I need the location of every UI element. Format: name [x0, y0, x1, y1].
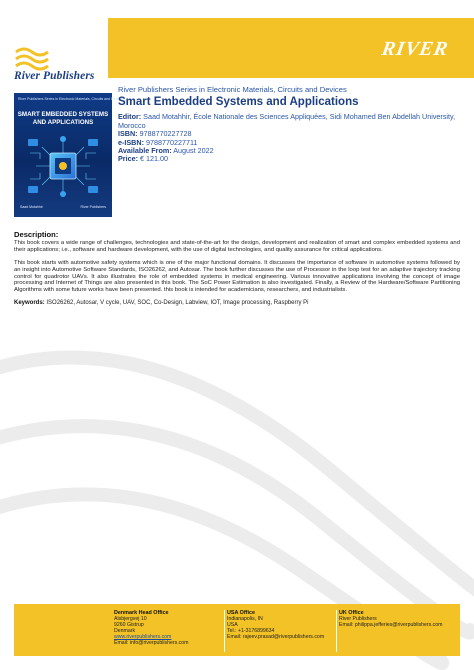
isbn-label: ISBN: — [118, 129, 138, 139]
denmark-email[interactable]: Email: info@riverpublishers.com — [114, 640, 189, 646]
available-label: Available From: — [118, 146, 172, 156]
available-value: August 2022 — [173, 146, 214, 156]
header-band — [108, 18, 474, 78]
eisbn-value: 9788770227711 — [145, 137, 198, 147]
decorative-swooshes — [0, 330, 474, 610]
editor-line — [118, 113, 460, 130]
denmark-line1: Alsbjergvej 10 — [114, 616, 147, 622]
series-name: River Publishers Series in Electronic Materials, Circuits and Devices — [118, 85, 347, 94]
uk-line1: River Publishers — [339, 616, 377, 622]
denmark-line2: 9260 Gistrup — [114, 622, 144, 628]
cover-title-line2: AND APPLICATIONS — [32, 119, 94, 126]
description-paragraph-1: This book covers a wide range of challenges, technologies and state-of-the-art for the design, development and realization of smart and complex embedded systems and their applications; i.e., software and hardware development, with the use of digital technologies, and quality assurance for critical applications. — [14, 239, 460, 253]
cover-chip-illustration — [22, 133, 104, 199]
usa-heading: USA Office — [227, 610, 255, 616]
footer-usa — [227, 610, 324, 640]
book-title: Smart Embedded Systems and Applications — [118, 96, 359, 109]
keywords-label: Keywords: — [14, 300, 45, 307]
wave-lines-icon — [14, 44, 54, 70]
cover-title — [14, 111, 112, 127]
cover-title-line1: SMART EMBEDDED SYSTEMS — [17, 111, 109, 118]
footer-uk — [339, 610, 443, 628]
publisher-logo-text: River Publishers — [14, 70, 95, 82]
footer-divider — [336, 610, 337, 652]
cover-publisher: River Publishers — [80, 205, 106, 209]
cover-editor: Saad Motahhir — [20, 205, 43, 209]
description-heading: Description: — [14, 230, 59, 239]
uk-email[interactable]: Email: philippa.jefferies@riverpublishers.com — [339, 622, 443, 628]
isbn-value: 9788770227728 — [139, 129, 192, 139]
editor-value: Saad Motahhir, École Nationale des Sciences Appliquées, Sidi Mohamed Ben Abdellah University, Morocco — [118, 112, 456, 130]
usa-line2: USA — [227, 622, 238, 628]
denmark-website-link[interactable]: www.riverpublishers.com — [114, 634, 172, 640]
denmark-heading: Denmark Head Office — [114, 610, 169, 616]
available-line — [118, 147, 460, 155]
uk-heading: UK Office — [339, 610, 364, 616]
footer-band — [14, 604, 460, 656]
usa-email[interactable]: Email: rajeev.prasad@riverpublishers.com — [227, 634, 325, 640]
description-paragraph-2: This book starts with automotive safety systems which is one of the major functional domains. It discusses the importance of software in automotive systems followed by an insight into Automotive Software Standards, ISO26262, and Autosar. The book further discusses the use of Processor in the loop test for an adaptive trajectory tracking control for quadrotor UAVs. It also illustrates the role of embedded systems in medical engineering. Various innovative applications involving the concept of image processing and Internet of Things are also presented in this book. The SoC Power Estimation is also investigated. Finally, a Review of the Hardware/Software Partitioning Algorithms with some future works have been presented. this book is intended for academicians, researchers, and industrialists. — [14, 259, 460, 294]
book-cover — [14, 93, 124, 217]
price-line — [118, 155, 460, 163]
price-value: € 121.00 — [139, 154, 168, 164]
denmark-line3: Denmark — [114, 628, 136, 634]
eisbn-label: e-ISBN: — [118, 137, 144, 147]
usa-line1: Indianapolis, IN — [227, 616, 263, 622]
footer-divider — [224, 610, 225, 652]
keywords-value: ISO26262, Autosar, V cycle, UAV, SOC, Co-Design, Labview, IOT, Image processing, Raspberry Pi — [46, 300, 309, 307]
editor-label: Editor: — [118, 112, 142, 122]
publisher-logo — [14, 44, 110, 84]
keywords-line — [14, 300, 460, 307]
footer-denmark — [114, 610, 188, 646]
cover-series-text: River Publishers Series in Electronic Materials, Circuits and Devices — [18, 97, 124, 101]
band-logo: RIVER — [379, 38, 451, 60]
book-info — [118, 86, 460, 164]
price-label: Price: — [118, 154, 138, 164]
description-section — [14, 232, 460, 307]
usa-line3: Tel.: +1-3176899634 — [227, 628, 275, 634]
